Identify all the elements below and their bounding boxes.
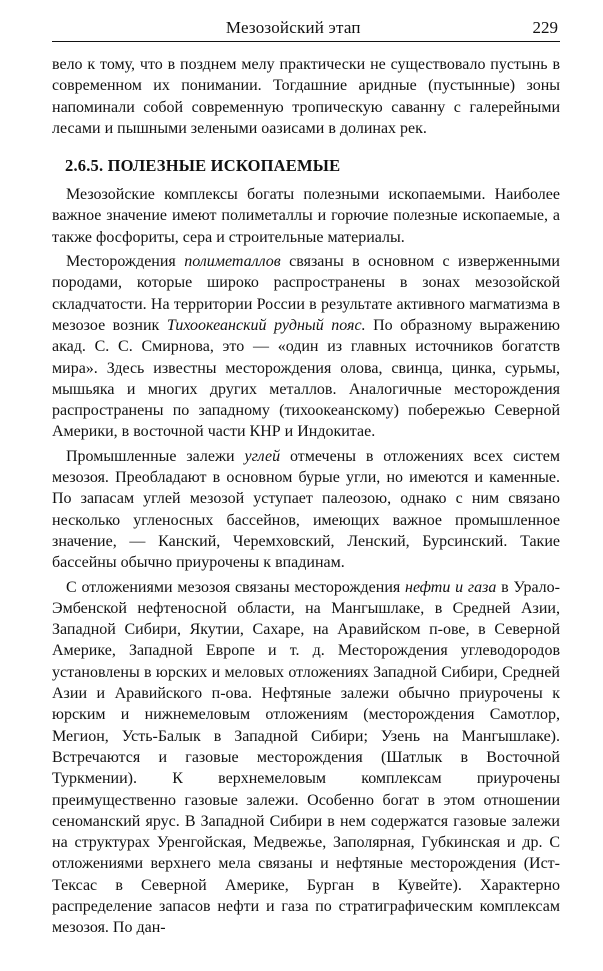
- text-run: в Урало-Эмбенской нефтеносной области, на Мангышлаке, в Средней Азии, Западной Сибири, Якутии, Сахаре, на Аравийском п-ове, в Северной Америке, Западной Европе и т. д. Месторождения углеводородов установлены в юрских и меловых отложениях Западной Сибири, Средней Азии и Аравийского п-ова. Нефтяные залежи обычно приурочены к юрским и нижнемеловым отложениям (месторождения Самотлор, Мегион, Усть-Балык в Западной Сибири; Узень на Мангышлаке). Встречаются и газовые месторождения (Шатлык в Восточной Туркмении). К верхнемеловым комплексам приурочены преимущественно газовые залежи. Особенно богат в этом отношении сеноманский ярус. В Западной Сибири в нем содержатся газовые залежи на структурах Уренгойская, Медвежье, Заполярная, Губкинская и др. С отложениями верхнего мела связаны и нефтяные месторождения (Ист-Тексас в Северной Америке, Бурган в Кувейте). Характерно распределение запасов нефти и газа по стратиграфическим комплексам мезозоя. По дан-: [52, 578, 560, 937]
- section-heading: 2.6.5. ПОЛЕЗНЫЕ ИСКОПАЕМЫЕ: [65, 156, 341, 176]
- paragraph-overview: Мезозойские комплексы богаты полезными ископаемыми. Наиболее важное значение имеют полиметаллы и горючие полезные ископаемые, а также фосфориты, сера и строительные материалы.: [52, 186, 560, 246]
- paragraph-coal: [52, 446, 560, 574]
- intro-paragraph: вело к тому, что в позднем мелу практически не существовало пустынь в современном их понимании. Тогдашние аридные (пустынные) зоны напоминали собой современную тропическую саванну с галерейными лесами и пышными зелеными оазисами в долинах рек.: [52, 56, 560, 137]
- text-run: Промышленные залежи: [66, 447, 245, 465]
- book-page: [52, 18, 560, 939]
- page-number: 229: [532, 18, 558, 37]
- chapter-title: Мезозойский этап: [225, 18, 361, 37]
- text-run: Месторождения: [66, 253, 185, 271]
- text-run: отмечены в отложениях всех систем мезозоя. Преобладают в основном бурые угли, но имеются и каменные. По запасам углей мезозой уступает палеозою, однако с ним связано несколько угленосных бассейнов, имеющих важное промышленное значение, — Канский, Черемховский, Ленский, Бурсинский. Такие бассейны обычно приурочены к впадинам.: [52, 447, 561, 572]
- term-ore-belt: Тихоокеанский рудный пояс.: [166, 316, 366, 334]
- paragraph-oil-gas: [52, 577, 560, 939]
- term-coal: углей: [244, 447, 281, 465]
- term-polymetals: полиметаллов: [184, 253, 281, 271]
- term-oil-gas: нефти и газа: [405, 578, 497, 596]
- running-header: [52, 18, 560, 42]
- paragraph-polymetals: [52, 251, 560, 443]
- text-run: По образному выражению акад. С. С. Смирнова, это — «один из главных источников богатств мира». Здесь известны месторождения олова, свинца, цинка, сурьмы, мышьяка и многих других металлов. Аналогичные месторождения распространены по западному (тихоокеанскому) побережью Северной Америки, в восточной части КНР и Индокитае.: [52, 316, 560, 441]
- text-run: С отложениями мезозоя связаны месторождения: [66, 578, 406, 596]
- body-text: [52, 54, 560, 939]
- text-run: связаны в основном с изверженными породами, которые широко распространены в зонах мезозойской складчатости. На территории России в результате активного магматизма в мезозое возник: [52, 253, 560, 334]
